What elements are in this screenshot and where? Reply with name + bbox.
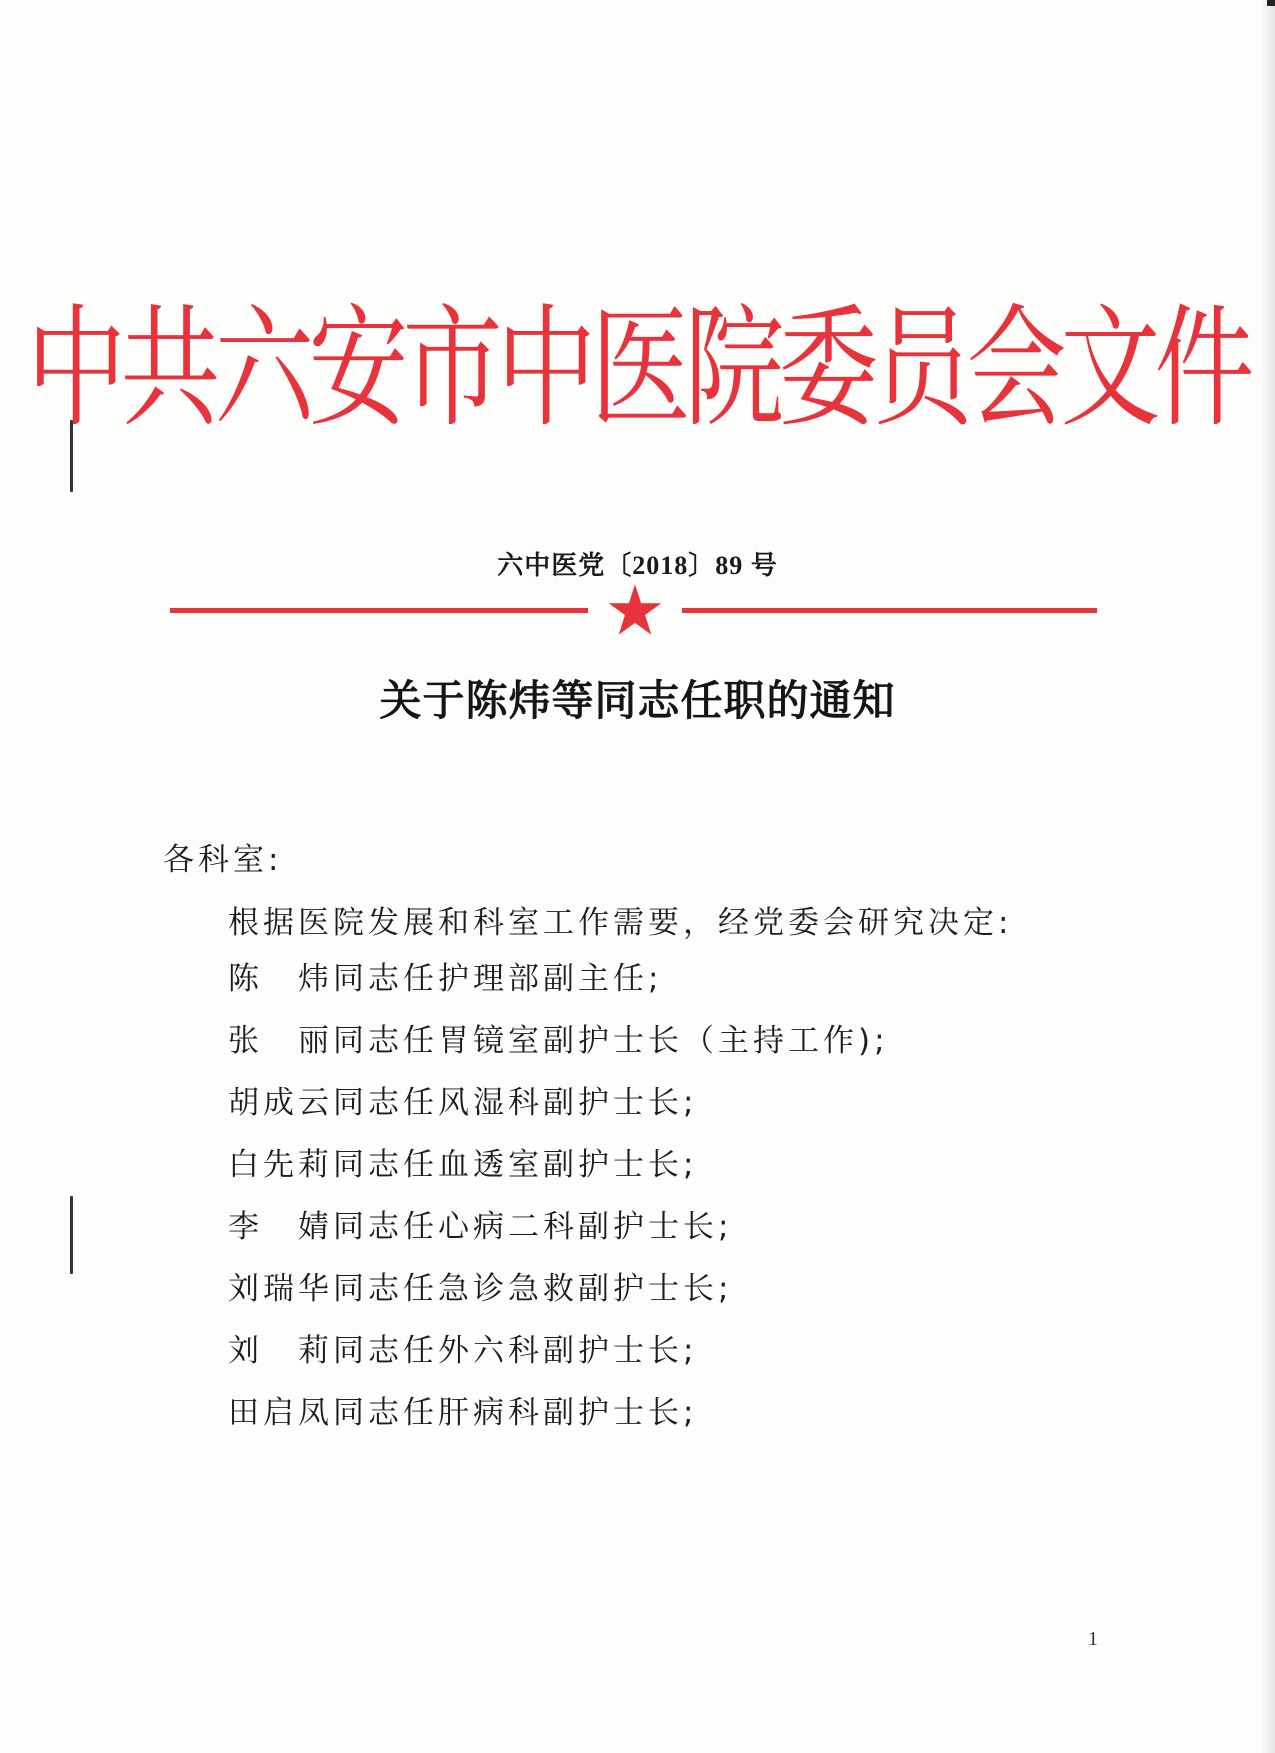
document-number: 六中医党〔2018〕89 号 [497,551,778,580]
appointment-item: 刘 莉同志任外六科副护士长; [228,1333,698,1369]
salutation: 各科室: [163,842,283,878]
red-star-icon [607,582,663,638]
appointment-item: 李 婧同志任心病二科副护士长; [228,1209,733,1245]
appointment-item: 陈 炜同志任护理部副主任; [228,961,663,997]
scan-corner-mark [1267,0,1275,6]
appointment-list [228,959,889,1455]
document-header-title: 中共六安市中医院委员会文件 [26,291,1249,446]
scan-edge-shadow [1261,0,1275,1753]
notice-title: 关于陈炜等同志任职的通知 [379,676,896,725]
appointment-item: 田启凤同志任肝病科副护士长; [228,1395,698,1431]
red-divider-left [170,608,588,613]
notice-intro: 根据医院发展和科室工作需要，经党委会研究决定: [228,905,1013,941]
appointment-item: 白先莉同志任血透室副护士长; [228,1147,698,1183]
staple-mark-bottom [70,1196,73,1274]
red-divider-right [682,608,1097,613]
page-number: 1 [1088,1628,1098,1650]
appointment-item: 张 丽同志任胃镜室副护士长（主持工作); [228,1023,889,1059]
appointment-item: 胡成云同志任风湿科副护士长; [228,1085,698,1121]
appointment-item: 刘瑞华同志任急诊急救副护士长; [228,1271,733,1307]
